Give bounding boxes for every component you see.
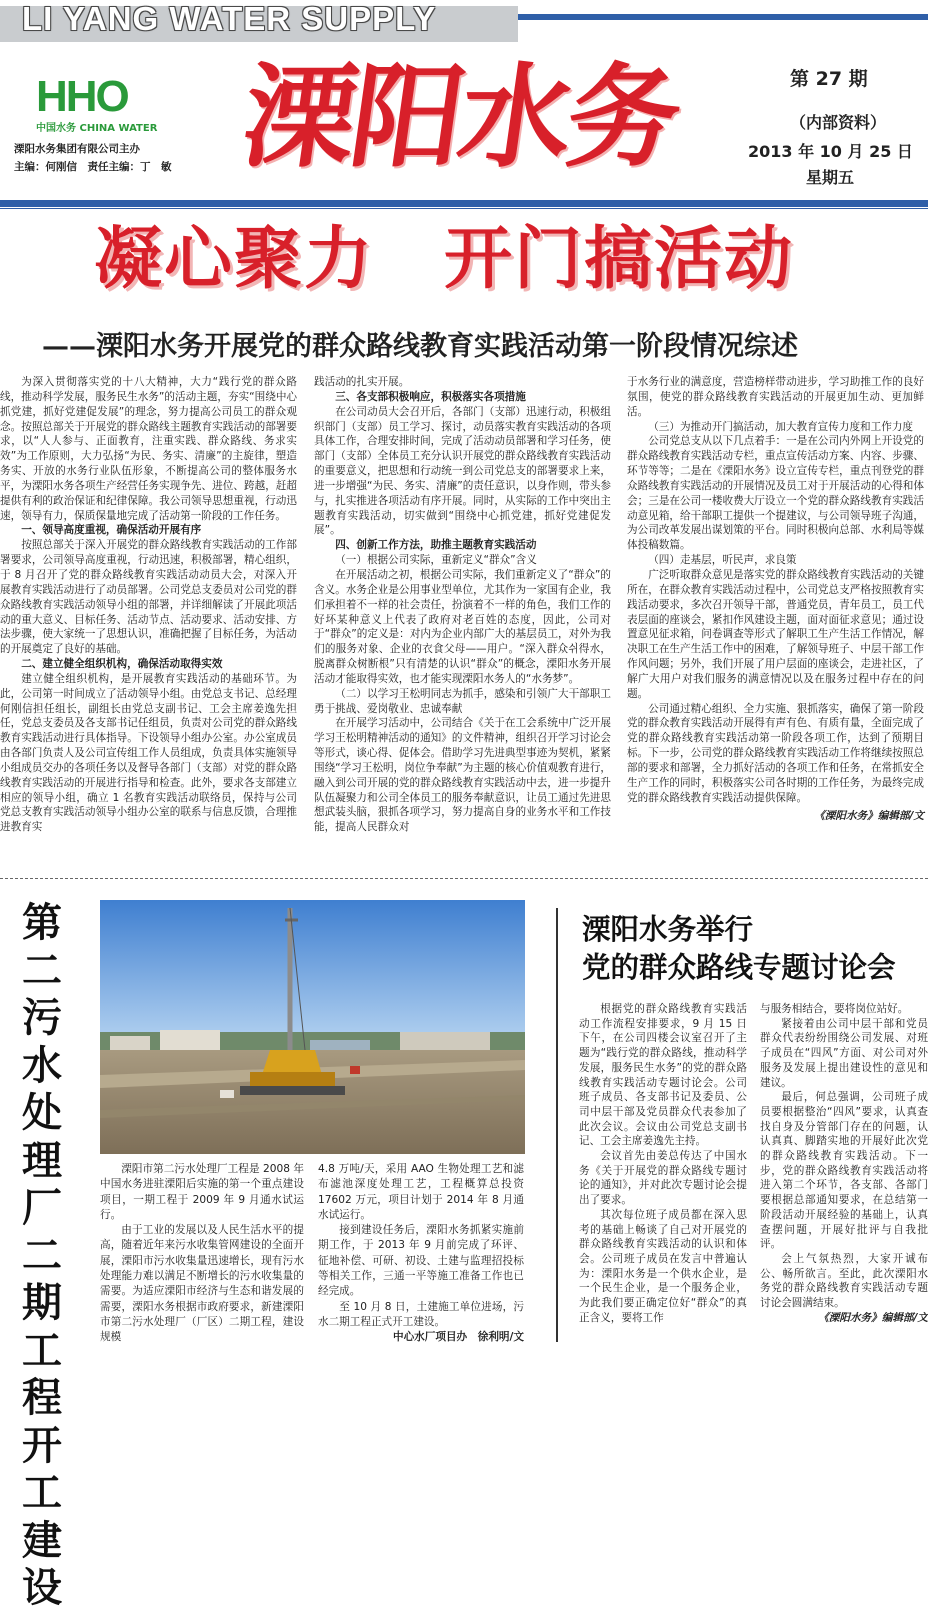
logo-caption: 中国水务 CHINA WATER	[36, 123, 158, 134]
seminar-column-1	[579, 1002, 747, 1325]
host-organization: 溧阳水务集团有限公司主办	[14, 143, 140, 155]
issue-number: 第 27 期	[790, 68, 868, 90]
paragraph: 至 10 月 8 日，土建施工单位进场，污水二期工程正式开工建设。	[318, 1300, 524, 1328]
paragraph: 接到建设任务后，溧阳水务抓紧实施前期工作，于 2013 年 9 月前完成了环评、征地补偿、可研、初设、土建与监理招投标等相关工作，三通一平等施工准备工作也已经完成。	[318, 1224, 524, 1298]
seminar-column-2	[760, 1002, 928, 1325]
seminar-headline	[582, 910, 896, 986]
sewage-plant-vertical-headline: 第二污水处理厂二期工程开工建设	[22, 900, 62, 1611]
paragraph: （四）走基层，听民声，求良策	[648, 554, 797, 567]
paragraph: 溧阳市第二污水处理厂工程是 2008 年中国水务进驻溧阳后实施的第一个重点建设项目，一期工程于 2009 年 9 月通水试运行。	[100, 1163, 304, 1221]
section-heading: 二、建立健全组织机构，确保活动取得实效	[21, 658, 223, 671]
lead-column-1	[0, 375, 297, 835]
sewage-plant-column-1	[100, 1162, 304, 1346]
paragraph: 在开展活动之初，根据公司实际，我们重新定义了“群众”的含义。水务企业是公用事业型单位，尤其作为一家国有企业，我们承担着不一样的社会责任，扮演着不一样的角色，我们工作的好坏某种意义上代表了政府对老百姓的态度，因此，公司对于“群众”的定义是：对内为企业内部广大的基层员工，对外为我们的服务对象、企业的衣食父母——用户。“深入群众쉬得水，脱离群众树断根”只有清楚的认识“群众”的概念，溧阳水务开展活动才能取得实效，也才能实现溧阳水务人的“水务梦”。	[314, 568, 612, 685]
paragraph: 在开展学习活动中，公司结合《关于在工会系统中广泛开展学习王松明精神活动的通知》的文件精神，组织召开学习讨论会等形式，谈心得、促体会。借助学习先进典型事迹为契机，紧紧围绕“学习王松明，岗位争奉献”为主题的核心价值观教育进行，融入到公司开展的党的群众路线教育实践活动中去，进一步提升队伍凝聚力和公司全体员工的服务奉献意识，让员工通过先进思想武装头脑，狠抓各项学习，努力提高自身的业务水平和工作技能，提高人民群众对	[314, 717, 612, 834]
byline: 《溧阳水务》编辑部/文	[818, 1311, 928, 1324]
masthead-blue-rule	[518, 14, 928, 20]
internal-material-label: （内部资料）	[790, 113, 887, 132]
paragraph: 由于工业的发展以及人民生活水平的提高，随着近年来污水收集管网建设的全面开展，溧阳市污水收集量迅速增长，现有污水处理能力难以满足不断增长的污水收集量的需要。为适应溧阳市经济与生态和谐发展的需要，溧阳水务根据市政府要求，新建溧阳市第二污水处理厂（厂区）二期工程，建设规模	[100, 1224, 304, 1344]
section-heading: 三、各支部积极响应，积极落实各项措施	[335, 390, 526, 403]
paragraph: （一）根据公司实际，重新定义“群众”含义	[335, 554, 537, 567]
lead-headline: 凝心聚力 开门搞活动	[94, 220, 795, 299]
paragraph: 于水务行业的满意度，营造榜样带动进步，学习助推工作的良好氛围，使党的群众路线教育实践活动的开展更加生动、更加鲜活。	[627, 376, 924, 418]
issue-weekday: 星期五	[806, 168, 855, 187]
column-divider	[556, 908, 558, 1342]
seminar-headline-line-2: 党的群众路线专题讨论会	[582, 950, 896, 984]
paragraph: 广泛听取群众意见是落实党的群众路线教育实践活动的关键所在，在群众教育实践活动过程中，公司党总支严格按照教育实践活动要求，多次召开领导干部，普通党员，青年员工，员工代表层面的座谈会，紧扣作风建设主题，面对面征求意见；通过设置意见征求箱，问卷调查等形式了解职工生产生活工作情况，解决职工在生产生活工作中的困难，了解领导班子、中层干部工作作风问题；另外，我们开展了用户层面的座谈会，走进社区，了解广大用户对我们服务的满意情况以及在服务过程中存在的问题。	[627, 568, 924, 700]
paragraph: 紧接着由公司中层干部和党员群众代表纷纷围绕公司发展、对班子成员在“四风”方面、对公司对外服务及发展上提出建设性的意见和建议。	[760, 1017, 928, 1089]
construction-site-photo	[100, 900, 525, 1154]
masthead-divider	[0, 200, 928, 207]
paragraph: 与服务相结合，要将岗位站好。	[760, 1003, 909, 1015]
section-divider	[0, 878, 928, 879]
china-water-logo: HHO	[36, 72, 128, 121]
lead-column-3	[627, 375, 924, 824]
paragraph: 4.8 万吨/天，采用 AAO 生物处理工艺和滤布滤池深度处理工艺，工程概算总投资 17602 万元，项目计划于 2014 年 8 月通水试运行。	[318, 1163, 524, 1221]
masthead-english-title: LI YANG WATER SUPPLY	[22, 0, 437, 37]
byline: 《溧阳水务》编辑部/文	[814, 810, 924, 823]
paragraph: 根据党的群众路线教育实践活动工作流程安排要求，9 月 15 日下午，在公司四楼会议室召开了主题为“践行党的群众路线，推动科学发展，服务民生水务”的党的群众路线教育实践活动专题讨论会。公司班子成员、各支部书记及委员、公司中层干部及党员群众代表参加了此次会议。会议由公司党总支副书记、工会主席姜逸先主持。	[579, 1003, 747, 1148]
paragraph: 最后，何总强调，公司班子成员要根据整治“四风”要求，认真查找自身及分管部门存在的问题，认认真真、脚踏实地的开展好此次党的群众路线教育实践活动。下一步，党的群众路线教育实践活动将进入第二个环节，各支部、各部门要根据总部通知要求，在总结第一阶段活动开展经验的基础上，认真查摆问题，开展好批评与自我批评。	[760, 1091, 928, 1251]
paragraph: 会上气氛热烈，大家开诚布公、畅所欲言。至此，此次溧阳水务党的群众路线教育实践活动专题讨论会圆满结束。	[760, 1252, 928, 1310]
paragraph: （二）以学习王松明同志为抓手，感染和引领广大干部职工勇于挑战、爱岗敬业、忠诚奉献	[314, 687, 611, 715]
editors-line: 主编：何刚信 责任主编：丁 敏	[14, 161, 172, 173]
paragraph: 为深入贯彻落实党的十八大精神，大力“践行党的群众路线，推动科学发展，服务民生水务”的活动主题，夯实“围绕中心抓党建，抓好党建促发展”的理念，努力提高公司员工的群众观念。按照总部关于开展党的群众路线主题教育实践活动的部署要求，以“人人参与、正面教育，注重实践、群众路线、务求实效”为工作原则，大力弘扬“为民、务实、清廉”的主旋律，塑造务实、开放的水务行业队伍形象，不断提高公司的整体服务水平，为溧阳水务各项生产经营任务实现争先、进位、跨越，赶超提供有利的政治保证和纪律保障。我公司领导思想重视，行动迅速，领导有力，保质保量地完成了活动第一阶段的工作任务。	[0, 376, 298, 522]
seminar-headline-line-1: 溧阳水务举行	[582, 912, 754, 946]
paragraph: 按照总部关于深入开展党的群众路线教育实践活动的工作部署要求，公司领导高度重视，行动迅速，积极部署，精心组织，于 8 月召开了党的群众路线教育实践活动动员大会，对深入开展教育实践活动进行了动员部署。公司党总支委员对公司党的群众路线教育实践活动领导小组的部署，并详细解读了开展此项活动的重大意义、目标任务、活动节点、活动要求、活动安排、方法步骤，使大家统一了思想认识，准确把握了目标任务，为活动的开展奠定了良好的基础。	[0, 539, 297, 656]
issue-date: 2013 年 10 月 25 日	[748, 142, 913, 161]
paragraph: （三）为推动开门搞活动，加大教育宣传力度和工作力度	[648, 420, 914, 433]
lead-subheadline: ——溧阳水务开展党的群众路线教育实践活动第一阶段情况综述	[42, 331, 798, 362]
paragraph: 在公司动员大会召开后，各部门（支部）迅速行动，积极组织部门（支部）员工学习、探讨，动员落实教育实践活动的各项具体工作，合理安排时间，完成了活动动员部署和学习任务，使部门（支部）全体员工充分认识开展党的群众路线教育实践活动的重要意义，把思想和行动统一到公司党总支的部署要求上来，进一步增强“为民、务实、清廉”的责任意识，以身作则，带头参与，扎实推进各项活动有序开展。同时，从实际的工作中突出主题教育实践活动，切实做到“围绕中心抓党建，抓好党建促发展”。	[314, 405, 612, 537]
paragraph: 会议首先由姜总传达了中国水务《关于开展党的群众路线专题讨论的通知》，并对此次专题讨论会提出了要求。	[579, 1150, 747, 1207]
paragraph: 其次每位班子成员都在深入思考的基础上畅谈了自己对开展党的群众路线教育实践活动的认识和体会。公司班子成员在发言中普遍认为：溧阳水务是一个供水企业，是一个民生企业，是一个服务企业，为此我们要正确定位好“群众”的真正含义，要将工作	[579, 1208, 747, 1324]
paragraph: 公司通过精心组织、全力实施、狠抓落实，确保了第一阶段党的群众教育实践活动开展得有声有色、有质有量，全面完成了党的群众路线教育实践活动第一阶段各项工作，达到了预期目标。下一步，公司党的群众路线教育实践活动工作将继续按照总部的要求和部署，全力抓好活动的各项工作和任务，在常抓安全生产工作的同时，积极落实公司各时期的工作任务，为最终完成党的群众路线教育实践活动提供保障。	[627, 702, 924, 804]
newspaper-title: 溧阳水务	[234, 52, 686, 183]
sewage-plant-column-2	[318, 1162, 524, 1346]
section-heading: 一、领导高度重视，确保活动开展有序	[21, 524, 202, 537]
lead-column-2	[314, 375, 611, 835]
paragraph: 践活动的扎实开展。	[314, 376, 410, 388]
section-heading: 四、创新工作方法，助推主题教育实践活动	[335, 539, 537, 552]
masthead-divider-thin	[0, 208, 928, 209]
paragraph: 建立健全组织机构，是开展教育实践活动的基础环节。为此，公司第一时间成立了活动领导小组。由党总支书记、总经理何刚信担任组长，副组长由党总支副书记、工会主席姜逸先担任，党总支委员及各支部书记任组员，负责对公司党的群众路线教育实践活动进行具体指导。下设领导小组办公室。办公室成员由各部门负责人及公司宣传组工作人员组成，负责具体实施领导小组成员交办的各项任务以及督导各部门（支部）对党的群众路线教育实践活动的开展进行指导和检查。此外，要求各支部建立相应的领导小组，确立 1 名教育实践活动联络员，保持与公司党总支教育实践活动领导小组办公室的联系与信息反馈，合理推进教育实	[0, 672, 297, 834]
paragraph: 公司党总支从以下几点着手：一是在公司内外网上开设党的群众路线教育实践活动专栏，重点宣传活动方案、内容、步骤、环节等等；二是在《溧阳水务》设立宣传专栏，重点刊登党的群众路线教育实践活动的开展情况及员工对于开展活动的心得和体会；三是在公司一楼收费大厅设立一个党的群众路线教育实践活动意见箱，给干部职工提供一个提建议，与公司领导班子沟通，为公司改革发展出谋划策的平台。同时积极向总部、水利局等媒体投稿数篇。	[627, 435, 924, 552]
byline: 中心水厂项目办 徐利明/文	[393, 1331, 524, 1344]
